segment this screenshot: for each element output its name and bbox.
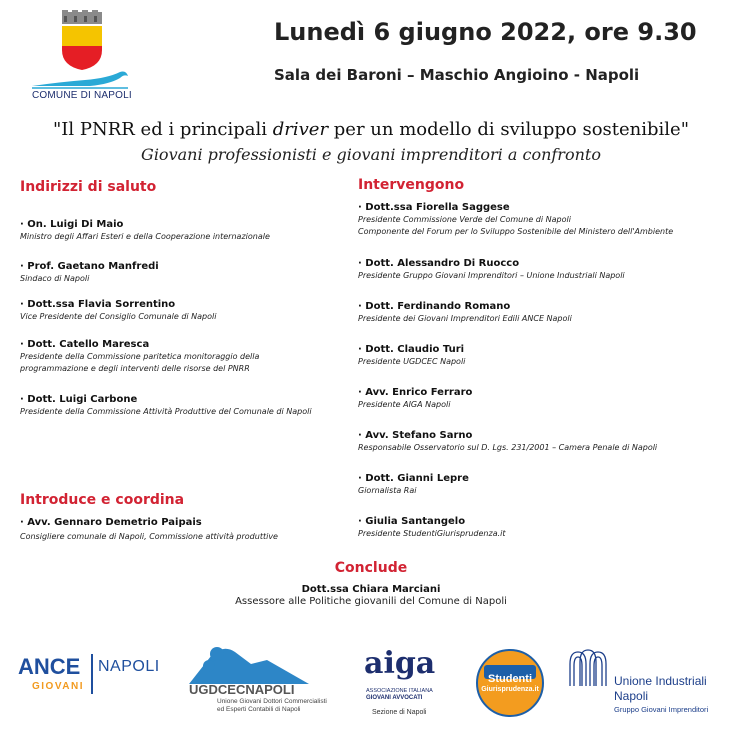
ance-logo: ANCE GIOVANI NAPOLI bbox=[18, 654, 160, 692]
intervengono-name: · Dott. Ferdinando Romano bbox=[358, 301, 511, 312]
intervengono-name: · Giulia Santangelo bbox=[358, 516, 466, 527]
saluto-role: programmazione e degli interventi delle risorse del PNRR bbox=[20, 364, 250, 373]
comune-label: COMUNE DI NAPOLI bbox=[32, 90, 132, 101]
intervengono-name: · Dott. Gianni Lepre bbox=[358, 473, 469, 484]
intervengono-role: Presidente Commissione Verde del Comune di Napoli bbox=[358, 215, 571, 224]
saluto-role: Ministro degli Affari Esteri e della Cooperazione internazionale bbox=[20, 232, 270, 241]
intervengono-entry bbox=[358, 257, 625, 282]
event-venue: Sala dei Baroni – Maschio Angioino - Napoli bbox=[274, 66, 640, 84]
ugdcec-logo: UGDCECNAPOLI Unione Giovani Dottori Commercialisti ed Esperti Contabili di Napoli bbox=[185, 642, 345, 720]
unione-emblem-icon bbox=[568, 648, 610, 688]
event-title: "Il PNRR ed i principali driver per un modello di sviluppo sostenibile" bbox=[53, 119, 689, 140]
saluto-name: · Dott. Luigi Carbone bbox=[20, 394, 138, 405]
conclude-heading: Conclude bbox=[334, 560, 408, 576]
conclude-role: Assessore alle Politiche giovanili del Comune di Napoli bbox=[235, 596, 507, 607]
comune-wave-icon bbox=[30, 68, 130, 90]
event-subtitle: Giovani professionisti e giovani imprenditori a confronto bbox=[141, 145, 601, 164]
intervengono-name: · Avv. Stefano Sarno bbox=[358, 430, 473, 441]
intervengono-role: Giornalista Rai bbox=[358, 486, 417, 495]
saluto-name: · On. Luigi Di Maio bbox=[20, 219, 124, 230]
intervengono-role: Presidente UGDCEC Napoli bbox=[358, 357, 466, 366]
intervengono-role: Responsabile Osservatorio sul D. Lgs. 231/2001 – Camera Penale di Napoli bbox=[358, 443, 658, 452]
saluto-name: · Dott. Catello Maresca bbox=[20, 339, 150, 350]
saluto-name: · Dott.ssa Flavia Sorrentino bbox=[20, 299, 176, 310]
coordina-heading: Introduce e coordina bbox=[20, 492, 185, 508]
intervengono-role: Presidente AIGA Napoli bbox=[358, 400, 451, 409]
intervengono-entry bbox=[358, 472, 469, 497]
saluto-role: Vice Presidente del Consiglio Comunale di Napoli bbox=[20, 312, 217, 321]
intervengono-role: Presidente dei Giovani Imprenditori Edili ANCE Napoli bbox=[358, 314, 572, 323]
saluto-role: Sindaco di Napoli bbox=[20, 274, 90, 283]
conclude-name: Dott.ssa Chiara Marciani bbox=[301, 584, 441, 595]
intervengono-entry bbox=[358, 343, 465, 368]
saluto-entry bbox=[20, 298, 216, 323]
saluto-entry bbox=[20, 260, 159, 285]
saluto-role: Presidente della Commissione paritetica monitoraggio della bbox=[20, 352, 260, 361]
event-date: Lunedì 6 giugno 2022, ore 9.30 bbox=[274, 18, 697, 46]
intervengono-name: · Dott. Alessandro Di Ruocco bbox=[358, 258, 520, 269]
saluto-entry bbox=[20, 218, 270, 243]
vesuvio-icon bbox=[189, 642, 309, 686]
saluto-name: · Prof. Gaetano Manfredi bbox=[20, 261, 159, 272]
intervengono-role: Componente del Forum per lo Sviluppo Sostenibile del Ministero dell'Ambiente bbox=[358, 227, 674, 236]
aiga-logo: aiga ASSOCIAZIONE ITALIANA GIOVANI AVVOCATI Sezione di Napoli bbox=[364, 646, 436, 716]
intervengono-role: Presidente Gruppo Giovani Imprenditori – Unione Industriali Napoli bbox=[358, 271, 625, 280]
unione-industriali-logo: Unione Industriali Napoli Gruppo Giovani Imprenditori bbox=[568, 646, 728, 720]
intervengono-name: · Avv. Enrico Ferraro bbox=[358, 387, 473, 398]
comune-napoli-crest-icon bbox=[50, 10, 114, 72]
saluto-entry bbox=[20, 393, 312, 418]
intervengono-entry bbox=[358, 515, 506, 540]
intervengono-entry bbox=[358, 300, 572, 325]
saluto-heading: Indirizzi di saluto bbox=[20, 179, 157, 195]
coordina-role: Consigliere comunale di Napoli, Commissione attività produttive bbox=[20, 532, 278, 541]
intervengono-heading: Intervengono bbox=[358, 177, 465, 193]
coordina-name: · Avv. Gennaro Demetrio Paipais bbox=[20, 517, 202, 528]
studenti-giurisprudenza-logo: Studenti Giurisprudenza.it bbox=[476, 649, 546, 719]
saluto-entry bbox=[20, 338, 259, 375]
intervengono-entry bbox=[358, 429, 657, 454]
intervengono-name: · Dott. Claudio Turi bbox=[358, 344, 465, 355]
saluto-role: Presidente della Commissione Attività Produttive del Comunale di Napoli bbox=[20, 407, 312, 416]
intervengono-name: · Dott.ssa Fiorella Saggese bbox=[358, 202, 510, 213]
intervengono-role: Presidente StudentiGiurisprudenza.it bbox=[358, 529, 506, 538]
intervengono-entry bbox=[358, 386, 472, 411]
intervengono-entry bbox=[358, 201, 673, 238]
